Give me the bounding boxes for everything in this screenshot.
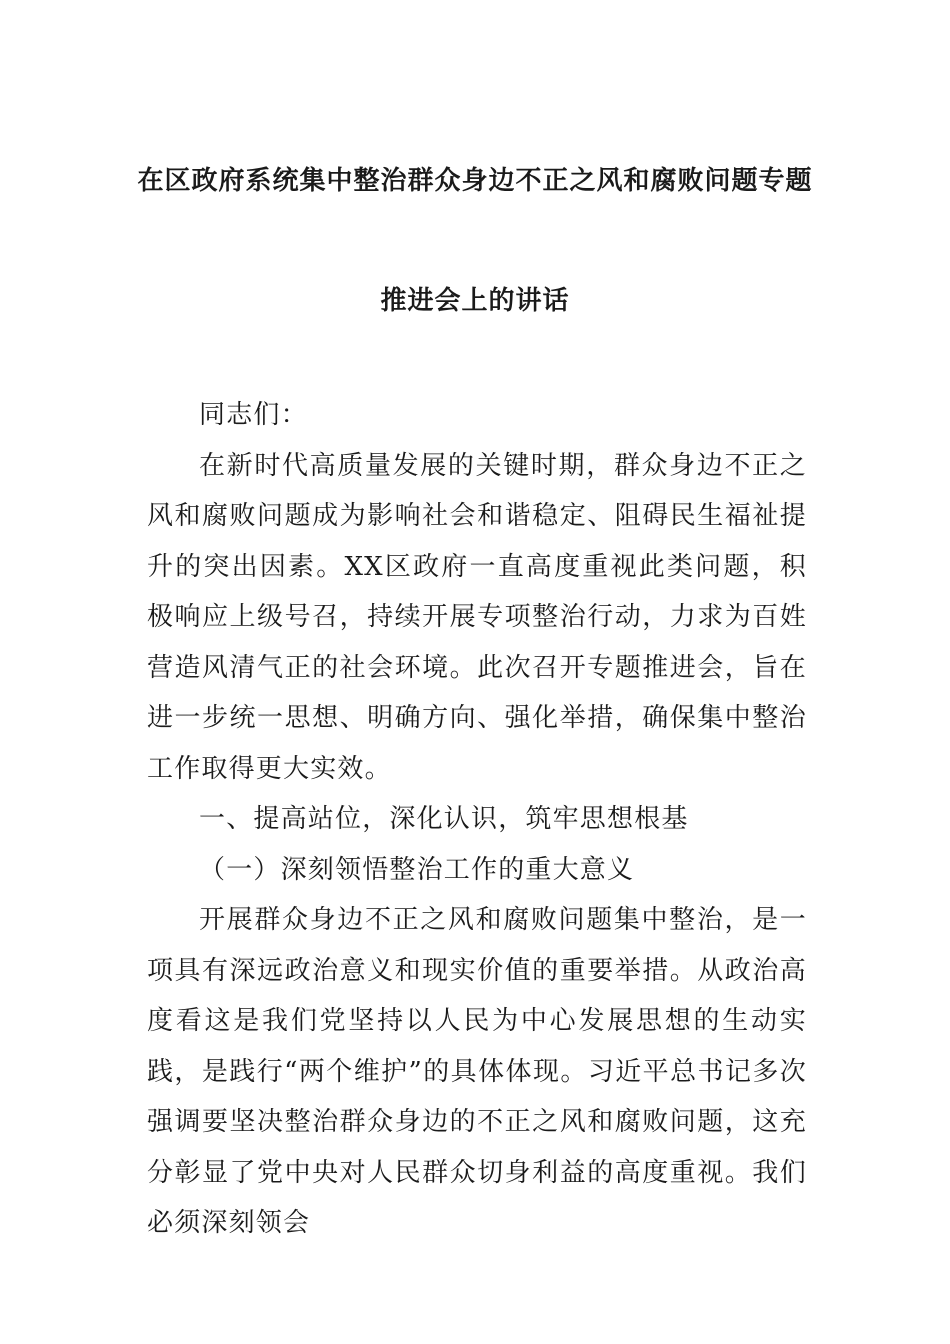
paragraph-significance: 开展群众身边不正之风和腐败问题集中整治，是一项具有深远政治意义和现实价值的重要举措。从政治高度看这是我们党坚持以人民为中心发展思想的生动实践，是践行“两个维护”的具体体现。习近平总书记多次强调要坚决整治群众身边的不正之风和腐败问题，这充分彰显了党中央对人民群众切身利益的高度重视。我们必须深刻领会: [147, 905, 807, 1238]
document-body: [147, 390, 807, 1249]
subsection-heading-1: （一）深刻领悟整治工作的重大意义: [199, 854, 635, 885]
document-title-line-2: 推进会上的讲话: [380, 286, 570, 316]
paragraph-intro: 在新时代高质量发展的关键时期，群众身边不正之风和腐败问题成为影响社会和谐稳定、阻碍民生福祉提升的突出因素。XX区政府一直高度重视此类问题，积极响应上级号召，持续开展专项整治行动，力求为百姓营造风清气正的社会环境。此次召开专题推进会，旨在进一步统一思想、明确方向、强化举措，确保集中整治工作取得更大实效。: [147, 450, 807, 784]
section-heading-1: 一、提高站位，深化认识，筑牢思想根基: [199, 804, 689, 834]
salutation: 同志们：: [199, 400, 308, 430]
document-title-line-1: 在区政府系统集中整治群众身边不正之风和腐败问题专题: [137, 166, 813, 196]
